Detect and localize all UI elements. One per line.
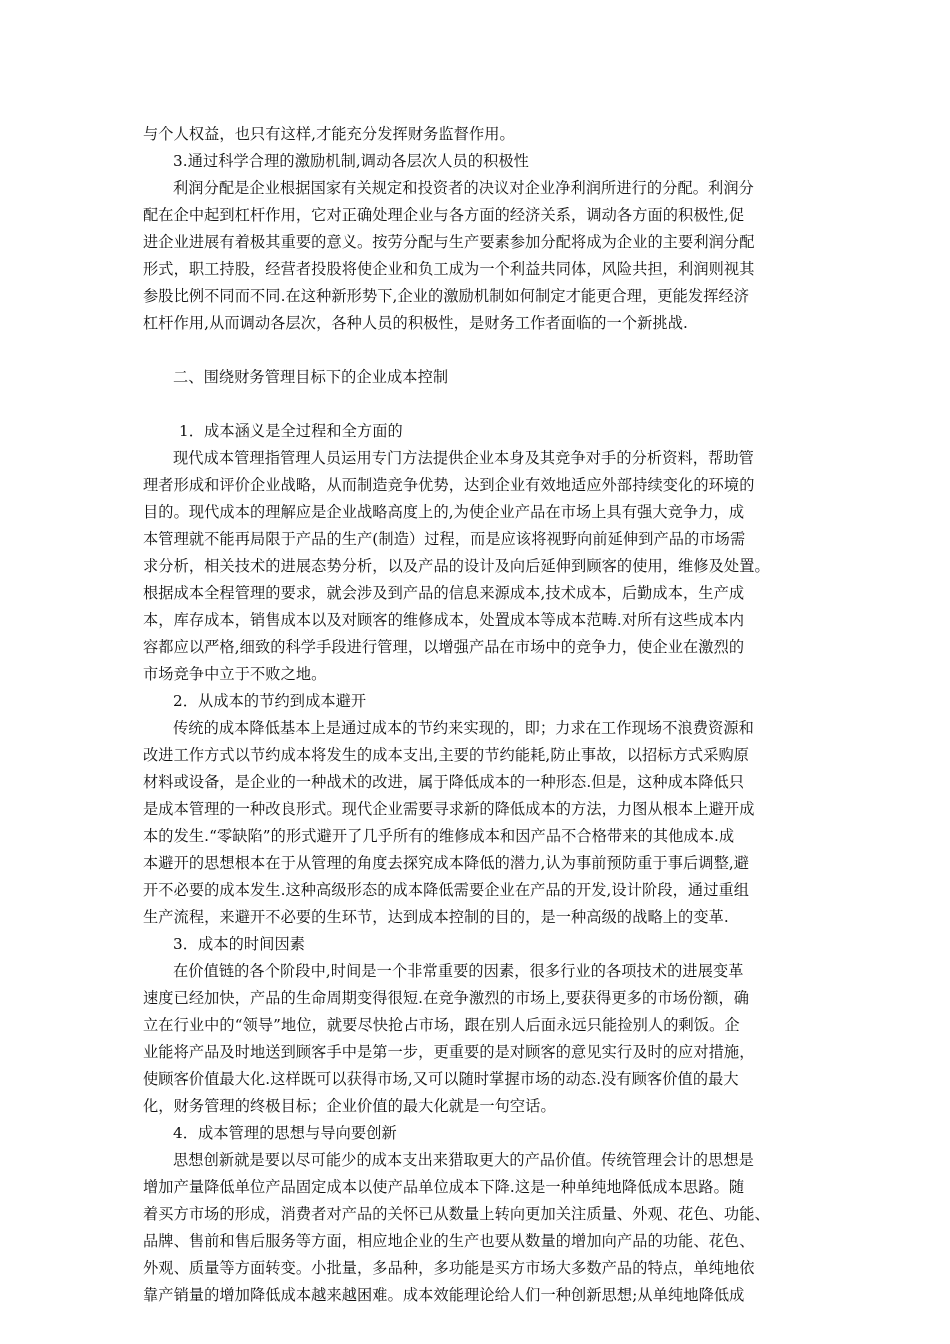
text-line: 开不必要的成本发生.这种高级形态的成本降低需要企业在产品的开发,设计阶段，通过重组 <box>143 881 750 899</box>
text-line: 参股比例不同而不同.在这种新形势下,企业的激励机制如何制定才能更合理，更能发挥经济 <box>143 287 750 305</box>
text-line: 容都应以严格,细致的科学手段进行管理，以增强产品在市场中的竞争力，使企业在激烈的 <box>143 638 745 656</box>
blank-line <box>143 391 813 418</box>
text-line: 本避开的思想根本在于从管理的角度去探究成本降低的潜力,认为事前预防重于事后调整,避 <box>143 854 750 872</box>
subsection-heading: 1．成本涵义是全过程和全方面的 <box>179 422 403 440</box>
text-line: 根据成本全程管理的要求，就会涉及到产品的信息来源成本,技术成本，后勤成本，生产成 <box>143 584 745 602</box>
subsection-heading: 3．成本的时间因素 <box>173 935 306 953</box>
section-heading: 二、围绕财务管理目标下的企业成本控制 <box>173 368 449 386</box>
subsection-heading: 4．成本管理的思想与导向要创新 <box>173 1124 397 1142</box>
text-line: 本，库存成本，销售成本以及对顾客的维修成本，处置成本等成本范畴.对所有这些成本内 <box>143 611 745 629</box>
text-line: 使顾客价值最大化.这样既可以获得市场,又可以随时掌握市场的动态.没有顾客价值的最大 <box>143 1070 739 1088</box>
text-line: 靠产销量的增加降低成本越来越困难。成本效能理论给人们一种创新思想;从单纯地降低成 <box>143 1286 745 1304</box>
text-line: 本管理就不能再局限于产品的生产(制造）过程，而是应该将视野向前延伸到产品的市场需 <box>143 530 746 548</box>
text-line: 是成本管理的一种改良形式。现代企业需要寻求新的降低成本的方法，力图从根本上避开成 <box>143 800 755 818</box>
text-line: 本的发生.“零缺陷”的形式避开了几乎所有的维修成本和因产品不合格带来的其他成本.成 <box>143 827 735 845</box>
subsection-heading: 3.通过科学合理的激励机制,调动各层次人员的积极性 <box>173 152 529 170</box>
text-line: 传统的成本降低基本上是通过成本的节约来实现的，即；力求在工作现场不浪费资源和 <box>173 719 754 737</box>
document-body <box>143 121 813 1309</box>
text-line: 与个人权益，也只有这样,才能充分发挥财务监督作用。 <box>143 125 515 143</box>
text-line: 配在企中起到杠杆作用，它对正确处理企业与各方面的经济关系，调动各方面的积极性,促 <box>143 206 745 224</box>
text-line: 市场竞争中立于不败之地。 <box>143 665 327 683</box>
text-line: 业能将产品及时地送到顾客手中是第一步，更重要的是对顾客的意见实行及时的应对措施， <box>143 1043 755 1061</box>
blank-line <box>143 337 813 364</box>
text-line: 化，财务管理的终极目标；企业价值的最大化就是一句空话。 <box>143 1097 556 1115</box>
text-line: 品牌、售前和售后服务等方面，相应地企业的生产也要从数量的增加向产品的功能、花色、 <box>143 1232 755 1250</box>
text-line: 速度已经加快，产品的生命周期变得很短.在竞争激烈的市场上,要获得更多的市场份额，确 <box>143 989 750 1007</box>
text-line: 在价值链的各个阶段中,时间是一个非常重要的因素，很多行业的各项技术的进展变革 <box>173 962 744 980</box>
text-line: 利润分配是企业根据国家有关规定和投资者的决议对企业净利润所进行的分配。利润分 <box>173 179 754 197</box>
text-line: 着买方市场的形成，消费者对产品的关怀已从数量上转向更加关注质量、外观、花色、功能、 <box>143 1205 770 1223</box>
text-line: 目的。现代成本的理解应是企业战略高度上的,为使企业产品在市场上具有强大竞争力，成 <box>143 503 745 521</box>
text-line: 外观、质量等方面转变。小批量，多品种，多功能是买方市场大多数产品的特点，单纯地依 <box>143 1259 755 1277</box>
text-line: 材料或设备，是企业的一种战术的改进，属于降低成本的一种形态.但是，这种成本降低只 <box>143 773 745 791</box>
text-line: 进企业进展有着极其重要的意义。按劳分配与生产要素参加分配将成为企业的主要利润分配 <box>143 233 755 251</box>
text-line: 生产流程，来避开不必要的生环节，达到成本控制的目的，是一种高级的战略上的变革. <box>143 908 729 926</box>
subsection-heading: 2．从成本的节约到成本避开 <box>173 692 367 710</box>
text-line: 理者形成和评价企业战略，从而制造竞争优势，达到企业有效地适应外部持续变化的环境的 <box>143 476 755 494</box>
text-line: 立在行业中的“领导”地位，就要尽快抢占市场，跟在别人后面永远只能捡别人的剩饭。企 <box>143 1016 740 1034</box>
text-line: 思想创新就是要以尽可能少的成本支出来猎取更大的产品价值。传统管理会计的思想是 <box>173 1151 754 1169</box>
text-line: 求分析，相关技术的进展态势分析，以及产品的设计及向后延伸到顾客的使用，维修及处置。 <box>143 557 770 575</box>
text-line: 增加产量降低单位产品固定成本以使产品单位成本下降.这是一种单纯地降低成本思路。随 <box>143 1178 745 1196</box>
text-line: 改进工作方式以节约成本将发生的成本支出,主要的节约能耗,防止事故，以招标方式采购原 <box>143 746 750 764</box>
text-line: 现代成本管理指管理人员运用专门方法提供企业本身及其竞争对手的分析资料，帮助管 <box>173 449 754 467</box>
text-line: 形式，职工持股，经营者投股将使企业和负工成为一个利益共同体，风险共担，利润则视其 <box>143 260 755 278</box>
text-line: 杠杆作用,从而调动各层次，各种人员的积极性，是财务工作者面临的一个新挑战. <box>143 314 688 332</box>
